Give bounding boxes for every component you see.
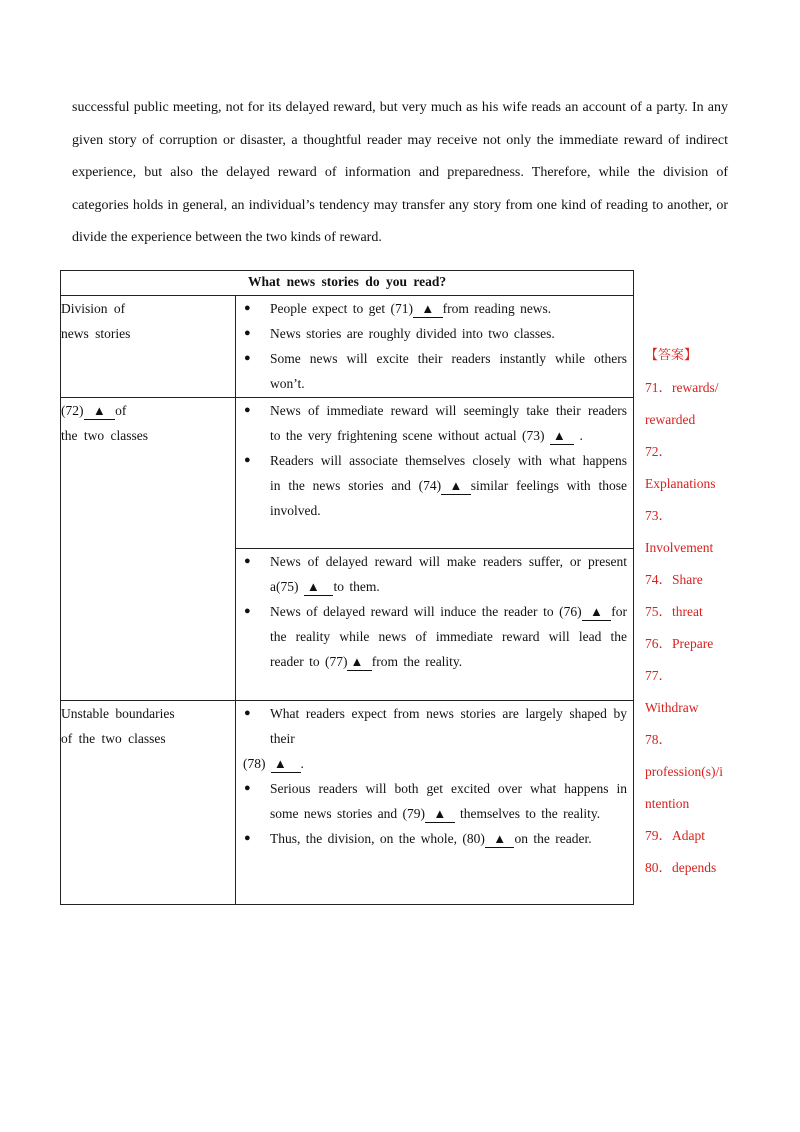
table-row-boundaries	[61, 701, 634, 905]
paragraph-line: experience, but also the delayed reward of information and preparedness. Therefore, while the division of	[72, 165, 728, 180]
row-content-delayed	[236, 549, 634, 701]
answer-blank: ▲	[304, 579, 334, 596]
row-label-boundaries: Unstable boundaries of the two classes	[61, 701, 236, 905]
bullet-icon: ●	[244, 832, 251, 844]
answer-line: Involvement	[645, 540, 714, 555]
bullet-item: ● Readers will associate themselves closely with what happens in the news stories and (74) ▲ similar feelings with those involved.	[236, 448, 627, 523]
answer-line: 78．	[645, 732, 672, 747]
answer-blank: ▲	[441, 478, 471, 495]
bullet-icon: ●	[244, 555, 251, 567]
answer-line: 73．	[645, 508, 672, 523]
answer-line: 71．rewards/	[645, 380, 719, 395]
answer-key-header: 【答案】	[645, 348, 698, 363]
paragraph-line: given story of corruption or disaster, a thoughtful reader may receive not only the immediate reward of indirect	[72, 132, 728, 148]
row-label-explanations: (72) ▲ of the two classes	[61, 398, 236, 701]
paragraph-line: successful public meeting, not for its delayed reward, but very much as his wife reads an account of a party. In any	[72, 100, 728, 115]
answer-blank: ▲	[84, 403, 116, 420]
answer-line: profession(s)/i	[645, 764, 723, 779]
answer-line: Withdraw	[645, 700, 699, 715]
table-row-division	[61, 296, 634, 398]
row-content-division	[236, 296, 634, 398]
bullet-item: ● Serious readers will both get excited over what happens in some news stories and (79) ▲ themselves to the reality.	[236, 776, 627, 826]
bullet-icon: ●	[244, 327, 251, 339]
answer-line: rewarded	[645, 412, 696, 427]
answer-line: 77．	[645, 668, 672, 683]
answer-blank: ▲	[485, 831, 515, 848]
row-content-boundaries	[236, 701, 634, 905]
row-content-immediate	[236, 398, 634, 549]
bullet-item: ● News stories are roughly divided into two classes.	[236, 321, 627, 346]
outline-table	[60, 270, 634, 905]
paragraph-line: categories holds in general, an individual’s tendency may transfer any story from one kind of reading to another, or	[72, 197, 728, 213]
bullet-icon: ●	[244, 352, 251, 364]
answer-blank: ▲	[425, 806, 455, 823]
bullet-icon: ●	[244, 404, 251, 416]
row-label-division: Division of news stories	[61, 296, 236, 398]
answer-line: 79．Adapt	[645, 828, 705, 843]
bullet-icon: ●	[244, 707, 251, 719]
answer-key	[645, 340, 735, 884]
answer-blank: ▲	[271, 756, 301, 773]
table-title: What news stories do you read?	[61, 271, 634, 296]
answer-blank: ▲	[413, 301, 443, 318]
answer-line: 76．Prepare	[645, 636, 714, 651]
answer-blank: ▲	[347, 654, 371, 671]
answer-line: 80．depends	[645, 860, 717, 875]
bullet-icon: ●	[244, 605, 251, 617]
bullet-icon: ●	[244, 302, 251, 314]
answer-blank: ▲	[550, 428, 574, 445]
answer-line: 74．Share	[645, 572, 703, 587]
bullet-item: ● People expect to get (71) ▲ from reading news.	[236, 296, 627, 321]
answer-line: Explanations	[645, 476, 716, 491]
answer-blank: ▲	[582, 604, 612, 621]
bullet-item: ● News of delayed reward will make readers suffer, or present a(75) ▲ to them.	[236, 549, 627, 599]
bullet-item: ● Thus, the division, on the whole, (80) ▲ on the reader.	[236, 826, 627, 851]
intro-paragraph	[72, 92, 728, 255]
answer-line: 75．threat	[645, 604, 703, 619]
bullet-icon: ●	[244, 782, 251, 794]
bullet-item: ● What readers expect from news stories are largely shaped by their (78) ▲ .	[236, 701, 627, 776]
answer-line: ntention	[645, 796, 690, 811]
paragraph-line: divide the experience between the two kinds of reward.	[72, 230, 382, 245]
bullet-item: ● News of immediate reward will seemingly take their readers to the very frightening scene without actual (73) ▲ .	[236, 398, 627, 448]
bullet-icon: ●	[244, 454, 251, 466]
answer-line: 72．	[645, 444, 672, 459]
table-row-explanations-a	[61, 398, 634, 549]
bullet-item: ● News of delayed reward will induce the reader to (76) ▲ for the reality while news of immediate reward will lead the reader to (77) ▲ from the reality.	[236, 599, 627, 674]
bullet-item: ● Some news will excite their readers instantly while others won’t.	[236, 346, 627, 396]
